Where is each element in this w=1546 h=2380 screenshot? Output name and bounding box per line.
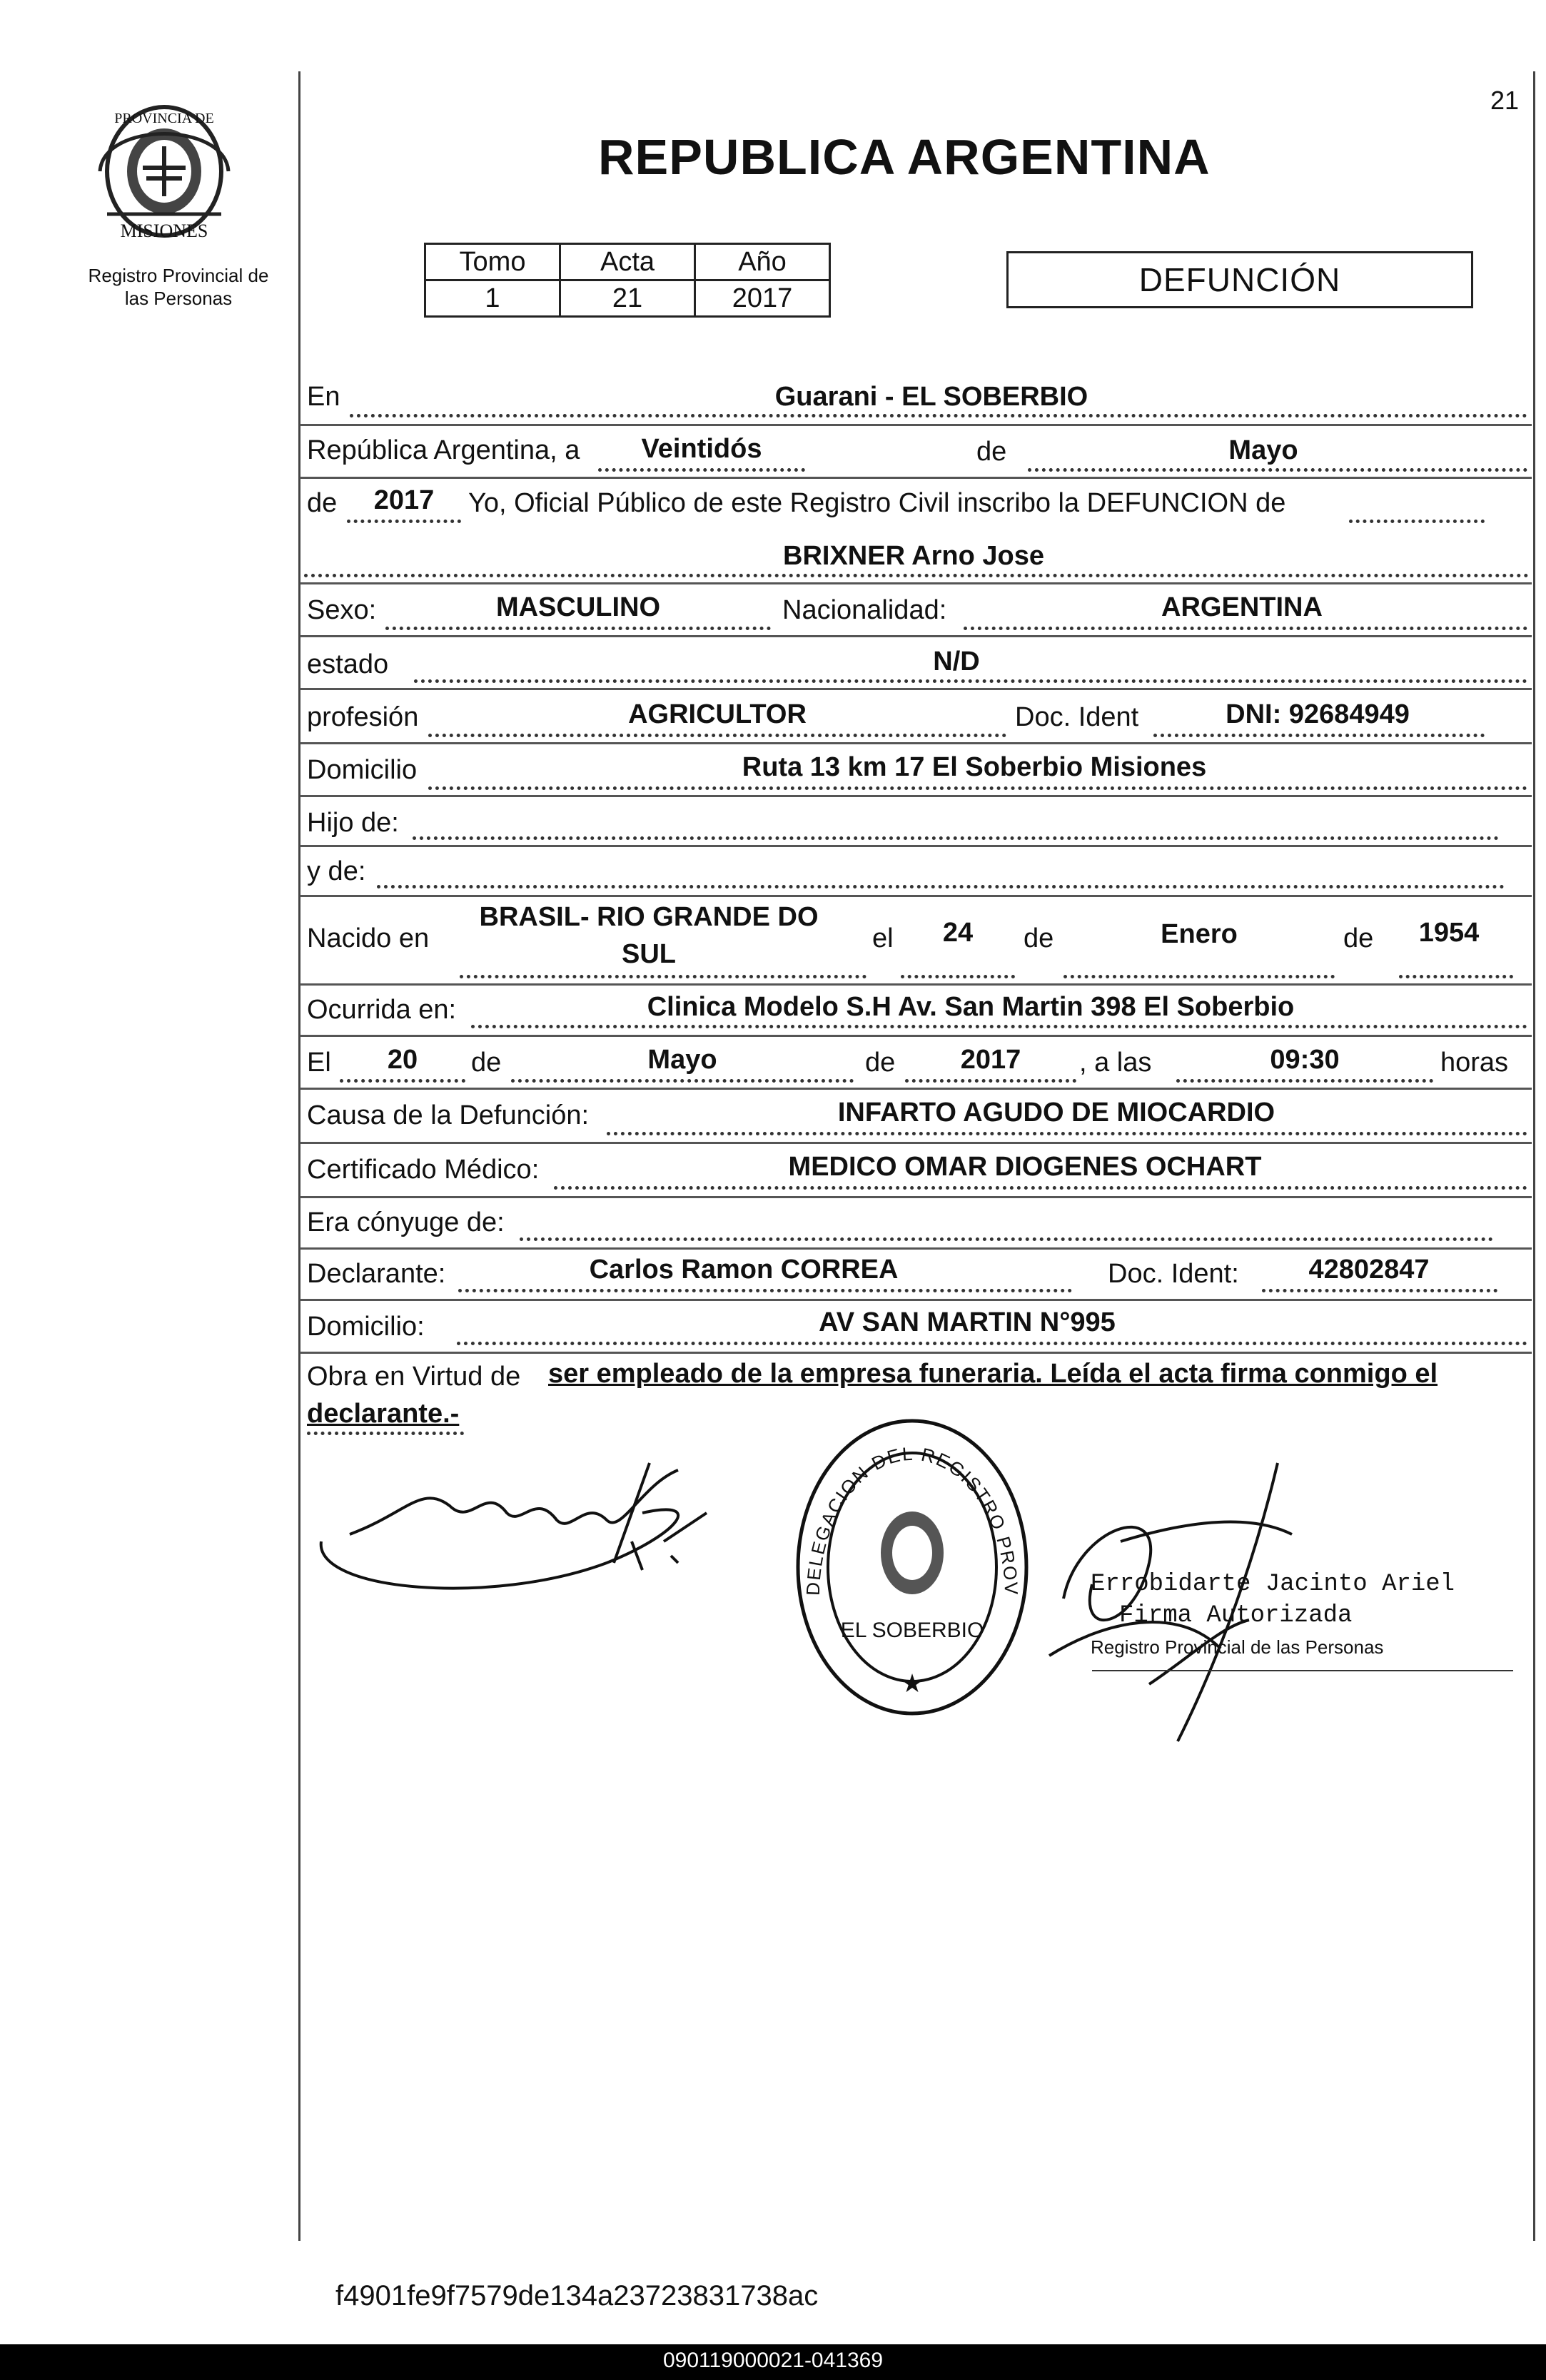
doc2-label: Doc. Ident:: [1108, 1259, 1239, 1289]
declarante-label: Declarante:: [307, 1259, 446, 1289]
death-month-value: Mayo: [647, 1045, 717, 1075]
en-label: En: [307, 382, 340, 412]
causa-label: Causa de la Defunción:: [307, 1100, 590, 1130]
registry-name: [71, 264, 286, 310]
estado-value: N/D: [933, 647, 980, 677]
doc-label: Doc. Ident: [1015, 702, 1139, 732]
deceased-name: BRIXNER Arno Jose: [783, 541, 1044, 571]
nacido-line: [460, 975, 867, 978]
el-label: el: [872, 923, 894, 953]
record-header-ano: Año: [695, 244, 830, 280]
row-divider: [300, 1088, 1532, 1090]
document-hash: f4901fe9f7579de134a23723831738ac: [335, 2280, 819, 2311]
declarante-value: Carlos Ramon CORREA: [589, 1255, 899, 1285]
deceased-name-line: [304, 574, 1529, 577]
nacido-value-line2: SUL: [622, 939, 676, 969]
profesion-label: profesión: [307, 702, 419, 732]
de-label-2: de: [307, 488, 338, 518]
domicilio2-line: [457, 1342, 1527, 1345]
doc-line: [1153, 734, 1485, 737]
row-divider: [300, 1196, 1532, 1198]
left-margin-line: [298, 71, 300, 2241]
row-divider: [300, 845, 1532, 847]
sexo-label: Sexo:: [307, 595, 377, 625]
death-day-value: 20: [387, 1045, 418, 1075]
officer-org: Registro Provincial de las Personas: [1091, 1636, 1384, 1658]
official-stamp-icon: [791, 1410, 1034, 1724]
officer-signature-line: [1092, 1670, 1513, 1671]
officer-name: Errobidarte Jacinto Ariel: [1091, 1571, 1455, 1598]
conyuge-label: Era cónyuge de:: [307, 1207, 505, 1237]
death-time-value: 09:30: [1270, 1045, 1340, 1075]
record-header-acta: Acta: [560, 244, 695, 280]
page-title: REPUBLICA ARGENTINA: [598, 129, 1211, 185]
nacionalidad-label: Nacionalidad:: [782, 595, 947, 625]
horas-label: horas: [1440, 1048, 1509, 1078]
officer-block: [1091, 1569, 1455, 1663]
de-label-1: de: [976, 437, 1007, 467]
causa-line: [607, 1132, 1527, 1135]
profesion-value: AGRICULTOR: [628, 699, 807, 729]
death-day-line: [340, 1079, 465, 1083]
domicilio-value: Ruta 13 km 17 El Soberbio Misiones: [742, 752, 1207, 782]
alas-label: , a las: [1079, 1048, 1152, 1078]
de-label-5: de: [471, 1048, 502, 1078]
row-divider: [300, 1035, 1532, 1037]
profesion-line: [428, 734, 1006, 737]
declarant-signature: [307, 1456, 749, 1620]
obra-line: [307, 1432, 464, 1435]
sexo-value: MASCULINO: [495, 592, 661, 622]
nacido-label: Nacido en: [307, 923, 430, 953]
year-value: 2017: [373, 485, 435, 515]
barcode-text: 090119000021-041369: [662, 2349, 884, 2372]
domicilio-label: Domicilio: [307, 755, 418, 785]
nacionalidad-line: [964, 627, 1527, 630]
row-divider: [300, 983, 1532, 986]
republica-label: República Argentina, a: [307, 435, 580, 465]
record-value-acta: 21: [560, 280, 695, 317]
footer-bar: [0, 2344, 1546, 2380]
de-label-4: de: [1343, 923, 1374, 953]
nacido-value-line1: BRASIL- RIO GRANDE DO: [479, 902, 819, 932]
page-number: 21: [1490, 86, 1520, 115]
birth-year-value: 1954: [1418, 918, 1480, 948]
yde-label: y de:: [307, 856, 366, 886]
de-label-6: de: [865, 1048, 896, 1078]
record-type: DEFUNCIÓN: [1006, 251, 1473, 308]
hijo-label: Hijo de:: [307, 808, 399, 838]
ocurrida-value: Clinica Modelo S.H Av. San Martin 398 El Soberbio: [647, 992, 1295, 1022]
record-value-tomo: 1: [425, 280, 560, 317]
conyuge-line: [520, 1237, 1493, 1241]
birth-year-line: [1399, 975, 1513, 978]
death-year-value: 2017: [960, 1045, 1021, 1075]
svg-text:★: ★: [900, 1668, 924, 1698]
birth-day-line: [901, 975, 1015, 978]
sexo-line: [385, 627, 771, 630]
yde-line: [377, 885, 1505, 888]
yo-text: Yo, Oficial Público de este Registro Civil inscribo la DEFUNCION de: [468, 488, 1286, 518]
certificado-value: MEDICO OMAR DIOGENES OCHART: [788, 1152, 1262, 1182]
record-header-tomo: Tomo: [425, 244, 560, 280]
right-margin-line: [1533, 71, 1535, 2241]
row-divider: [300, 688, 1532, 690]
doc-value: DNI: 92684949: [1226, 699, 1410, 729]
el2-label: El: [307, 1048, 331, 1078]
registry-line-1: Registro Provincial de: [88, 265, 269, 286]
place-value: Guarani - EL SOBERBIO: [774, 382, 1088, 412]
birth-month-line: [1063, 975, 1335, 978]
row-divider: [300, 424, 1532, 426]
birth-month-value: Enero: [1161, 919, 1238, 949]
declarante-line: [458, 1289, 1072, 1292]
official-stamp: [791, 1410, 1034, 1724]
ocurrida-line: [471, 1025, 1527, 1028]
row-divider: [300, 742, 1532, 744]
row-divider: [300, 635, 1532, 637]
doc2-value: 42802847: [1308, 1255, 1430, 1285]
causa-value: INFARTO AGUDO DE MIOCARDIO: [837, 1098, 1275, 1128]
svg-text:PROVINCIA DE: PROVINCIA DE: [114, 111, 214, 126]
month-line: [1028, 468, 1527, 472]
province-emblem-icon: [79, 93, 250, 250]
year-line: [347, 520, 461, 523]
row-divider: [300, 477, 1532, 479]
domicilio2-value: AV SAN MARTIN N°995: [819, 1307, 1116, 1337]
svg-text:MISIONES: MISIONES: [120, 221, 208, 241]
month-value: Mayo: [1228, 435, 1298, 465]
svg-text:DELEGACION DEL REGISTRO PROVIN: DELEGACION DEL REGISTRO PROV: [802, 1442, 1023, 1596]
yo-trailing-line: [1349, 520, 1485, 523]
de-label-3: de: [1024, 923, 1054, 953]
estado-line: [414, 679, 1527, 683]
domicilio2-label: Domicilio:: [307, 1312, 425, 1342]
svg-text:EL SOBERBIO: EL SOBERBIO: [840, 1619, 984, 1642]
death-time-line: [1176, 1079, 1433, 1083]
death-year-line: [905, 1079, 1076, 1083]
row-divider: [300, 1299, 1532, 1301]
estado-label: estado: [307, 649, 389, 679]
obra-text-2: declarante.-: [307, 1399, 460, 1429]
hijo-line: [413, 836, 1499, 840]
row-divider: [300, 582, 1532, 584]
record-value-ano: 2017: [695, 280, 830, 317]
death-month-line: [511, 1079, 854, 1083]
ocurrida-label: Ocurrida en:: [307, 995, 457, 1025]
nacionalidad-value: ARGENTINA: [1161, 592, 1323, 622]
declarant-signature-icon: [307, 1456, 749, 1620]
day-words-value: Veintidós: [641, 434, 762, 464]
domicilio-line: [428, 786, 1527, 790]
row-divider: [300, 1352, 1532, 1354]
place-line: [350, 414, 1527, 417]
doc2-line: [1262, 1289, 1497, 1292]
registry-line-2: las Personas: [124, 288, 233, 309]
province-emblem: [79, 93, 250, 250]
record-table: [424, 243, 831, 318]
row-divider: [300, 795, 1532, 797]
obra-text: ser empleado de la empresa funeraria. Leída el acta firma conmigo el: [548, 1359, 1438, 1389]
row-divider: [300, 1142, 1532, 1144]
officer-role: Firma Autorizada: [1119, 1602, 1353, 1629]
day-words-line: [598, 468, 805, 472]
row-divider: [300, 1247, 1532, 1250]
row-divider: [300, 895, 1532, 897]
certificado-label: Certificado Médico:: [307, 1155, 540, 1185]
obra-label: Obra en Virtud de: [307, 1362, 521, 1392]
birth-day-value: 24: [942, 918, 974, 948]
certificado-line: [554, 1186, 1527, 1190]
